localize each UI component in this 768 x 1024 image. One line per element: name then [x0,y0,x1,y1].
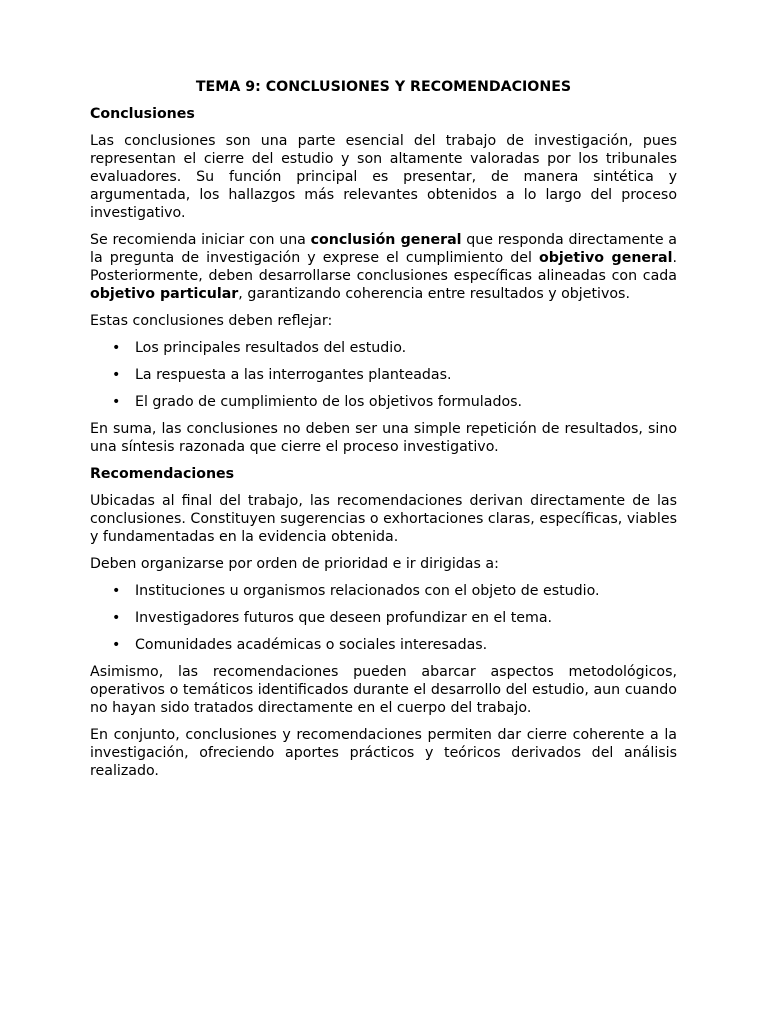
list-item [90,393,677,411]
page-title: TEMA 9: CONCLUSIONES Y RECOMENDACIONES [195,79,572,95]
conclusiones-bullet-list [90,339,677,411]
recomendaciones-bullet-list [90,582,677,654]
recomendaciones-paragraph-1: Ubicadas al final del trabajo, las recomendaciones derivan directamente de las conclusiones. Constituyen sugerencias o exhortaciones claras, específicas, viables y fundamentadas en la evidencia obtenida. [90,493,677,545]
bold-term-conclusion-general: conclusión general [310,232,462,248]
list-item [90,339,677,357]
bullet-icon: • [112,583,121,599]
conclusiones-paragraph-3: Estas conclusiones deben reflejar: [90,313,333,329]
recomendaciones-paragraph-4: En conjunto, conclusiones y recomendaciones permiten dar cierre coherente a la investigación, ofreciendo aportes prácticos y teóricos derivados del análisis realizado. [90,727,677,779]
text-run: que responda directamente a la pregunta de investigación y exprese el cumplimiento del [90,232,677,266]
list-item-text: Instituciones u organismos relacionados con el objeto de estudio. [135,583,600,599]
conclusiones-paragraph-4: En suma, las conclusiones no deben ser una simple repetición de resultados, sino una síntesis razonada que cierre el proceso investigativo. [90,421,677,455]
text-run: . Posteriormente, deben desarrollarse conclusiones específicas alineadas con cada [90,250,678,284]
bullet-icon: • [112,394,121,410]
text-run: Se recomienda iniciar con una [90,232,311,248]
list-item-text: Investigadores futuros que deseen profundizar en el tema. [135,610,553,626]
text-run: , garantizando coherencia entre resultados y objetivos. [238,286,630,302]
bullet-icon: • [112,340,121,356]
document-page [90,78,677,789]
list-item [90,366,677,384]
bold-term-objetivo-general: objetivo general [539,250,673,266]
conclusiones-paragraph-1: Las conclusiones son una parte esencial del trabajo de investigación, pues representan el cierre del estudio y son altamente valoradas por los tribunales evaluadores. Su función principal es presentar, de manera sintética y argumentada, los hallazgos más relevantes obtenidos a lo largo del proceso investigativo. [90,133,677,221]
recomendaciones-paragraph-3: Asimismo, las recomendaciones pueden abarcar aspectos metodológicos, operativos o temáticos identificados durante el desarrollo del estudio, aun cuando no hayan sido tratados directamente en el cuerpo del trabajo. [90,664,677,716]
section-heading-recomendaciones: Recomendaciones [90,466,235,482]
list-item-text: La respuesta a las interrogantes planteadas. [135,367,452,383]
list-item [90,636,677,654]
list-item-text: Los principales resultados del estudio. [135,340,407,356]
list-item [90,609,677,627]
list-item [90,582,677,600]
bullet-icon: • [112,610,121,626]
conclusiones-paragraph-2 [90,231,677,303]
section-heading-conclusiones: Conclusiones [90,106,195,122]
bullet-icon: • [112,367,121,383]
list-item-text: Comunidades académicas o sociales interesadas. [135,637,488,653]
bold-term-objetivo-particular: objetivo particular [90,286,239,302]
bullet-icon: • [112,637,121,653]
list-item-text: El grado de cumplimiento de los objetivos formulados. [135,394,523,410]
recomendaciones-paragraph-2: Deben organizarse por orden de prioridad e ir dirigidas a: [90,556,499,572]
